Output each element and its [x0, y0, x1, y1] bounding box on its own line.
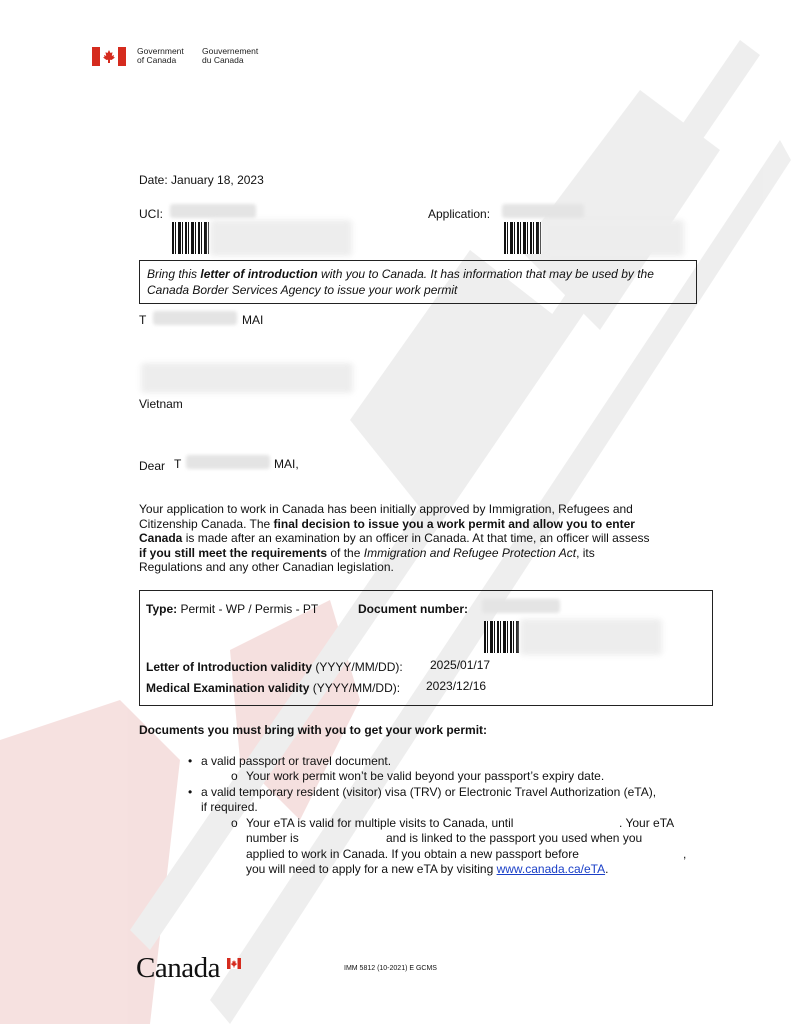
sub-1-text: Your work permit won’t be valid beyond your passport’s expiry date.	[246, 769, 605, 783]
documents-heading: Documents you must bring with you to get your work permit:	[139, 723, 488, 737]
medical-validity-format: (YYYY/MM/DD):	[312, 681, 401, 695]
bullet-2-glyph: •	[188, 785, 193, 799]
paragraph-l4-tail: , its	[576, 545, 595, 560]
paragraph-line-4	[139, 546, 650, 561]
uci-label: UCI:	[139, 207, 163, 221]
eta-link[interactable]: www.canada.ca/eTA	[496, 862, 606, 876]
salutation-last: MAI,	[274, 457, 299, 471]
application-barcode	[504, 222, 542, 254]
notice-line-1	[147, 267, 654, 281]
loi-validity-format: (YYYY/MM/DD):	[315, 660, 403, 674]
gov-en-line1: Government	[137, 46, 184, 56]
sub-2-line-3b: ,	[683, 847, 687, 861]
form-code: IMM 5812 (10-2021) E GCMS	[344, 965, 437, 972]
recipient-name-redacted	[153, 311, 237, 325]
government-of-canada-en	[137, 47, 184, 65]
gov-fr-line1: Gouvernement	[202, 46, 259, 56]
sub-2-line-4b: .	[605, 862, 609, 876]
paragraph-l2-normal: Citizenship Canada. The	[139, 516, 274, 531]
canada-flag-icon	[92, 47, 126, 66]
document-number-label: Document number:	[358, 602, 469, 616]
paragraph-l4-bold: if you still meet the requirements	[139, 545, 328, 560]
medical-validity-label: Medical Examination validity	[146, 681, 310, 695]
loi-validity	[146, 660, 403, 674]
loi-validity-label: Letter of Introduction validity	[146, 660, 313, 674]
salutation-dear: Dear	[139, 459, 166, 473]
salutation-name-redacted	[186, 455, 270, 469]
paragraph-l4-italic: Immigration and Refugee Protection Act	[363, 545, 577, 560]
notice-line-2: Canada Border Services Agency to issue your work permit	[147, 283, 458, 297]
sub-2-line-2b: and is linked to the passport you used when you	[386, 831, 643, 845]
wordmark-flag-icon	[227, 958, 241, 969]
notice-text-a: Bring this	[147, 267, 201, 281]
paragraph-l4-normal: of the	[327, 545, 364, 560]
paragraph-line-1: Your application to work in Canada has been initially approved by Immigration, Refugees and	[139, 502, 633, 516]
salutation-initial: T	[174, 457, 182, 471]
recipient-country: Vietnam	[139, 397, 183, 411]
date-value: January 18, 2023	[171, 173, 264, 187]
paragraph-line-5: Regulations and any other Canadian legislation.	[139, 560, 394, 574]
sub-2-line-1a: Your eTA is valid for multiple visits to Canada, until	[246, 816, 514, 830]
paragraph-line-2	[139, 517, 650, 532]
approval-paragraph	[139, 502, 650, 575]
bullet-1-glyph: •	[188, 754, 193, 768]
date-label: Date:	[139, 173, 168, 187]
paragraph-l3-bold: Canada	[139, 531, 183, 545]
sub-2-glyph: o	[231, 816, 238, 830]
notice-text-bold: letter of introduction	[200, 267, 318, 281]
sub-2-line-4a: you will need to apply for a new eTA by visiting	[246, 862, 497, 876]
sub-2-line-4	[246, 862, 608, 876]
paragraph-line-3	[139, 531, 650, 546]
paragraph-l2-bold: final decision to issue you a work permit and allow you to enter	[273, 516, 635, 531]
document-number-barcode	[484, 621, 520, 653]
document-number-redacted	[482, 599, 560, 613]
sub-2-line-2a: number is	[246, 831, 299, 845]
bullet-1-text: a valid passport or travel document.	[201, 754, 392, 768]
recipient-name-last: MAI	[242, 313, 264, 327]
bullet-2-text-line-2: if required.	[201, 800, 258, 814]
permit-type-label: Type:	[146, 602, 178, 616]
permit-type	[146, 602, 318, 616]
paragraph-l3-normal: is made after an examination by an officer in Canada. At that time, an officer will assess	[182, 531, 650, 545]
sub-2-line-1b: . Your eTA	[619, 816, 675, 830]
uci-barcode-redacted	[210, 220, 352, 256]
recipient-address-redacted	[141, 363, 353, 393]
permit-type-value: Permit - WP / Permis - PT	[180, 602, 319, 616]
sub-2-line-3a: applied to work in Canada. If you obtain a new passport before	[246, 847, 579, 861]
notice-text-b: with you to Canada. It has information that may be used by the	[317, 267, 654, 281]
uci-barcode	[172, 222, 210, 254]
application-redacted	[502, 204, 584, 218]
medical-validity	[146, 681, 400, 695]
gov-en-line2: of Canada	[137, 55, 177, 65]
letter-notice-box	[139, 260, 697, 304]
uci-redacted	[170, 204, 256, 218]
application-barcode-redacted	[542, 220, 684, 256]
canada-wordmark-text: Canada	[136, 952, 220, 984]
date-line	[139, 173, 264, 187]
gov-fr-line2: du Canada	[202, 55, 244, 65]
application-label: Application:	[428, 207, 491, 221]
medical-validity-value: 2023/12/16	[426, 679, 487, 693]
recipient-name-initial: T	[139, 313, 147, 327]
sub-1-glyph: o	[231, 769, 238, 783]
bullet-2-text-line-1: a valid temporary resident (visitor) visa (TRV) or Electronic Travel Authorization (eTA),	[201, 785, 657, 799]
loi-validity-value: 2025/01/17	[430, 658, 491, 672]
canada-wordmark	[136, 952, 246, 986]
document-barcode-redacted	[520, 619, 662, 655]
government-of-canada-fr	[202, 47, 258, 65]
permit-details-box	[139, 590, 713, 706]
